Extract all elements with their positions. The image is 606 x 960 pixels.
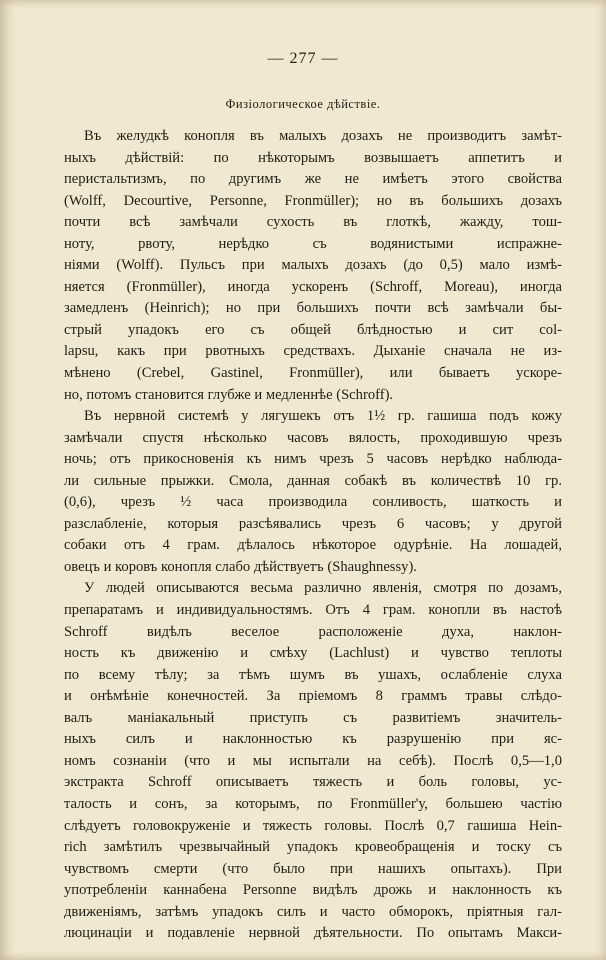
text-line: валъ манiакальный приступъ съ развитiемъ значитель- [64,709,562,726]
text-line: ныхъ силъ и наклонностью къ разрушенiю при яс- [64,731,562,748]
text-line: замѣчали спустя нѣсколько часовъ вялость, проходившую чрезъ [64,429,562,446]
text-line: (0,6), чрезъ ½ часа производила сонливость, шаткость и [64,494,562,511]
text-line: rich замѣтилъ чрезвычайный упадокъ кровеобращенiя и тоску съ [64,839,562,856]
text-line: чувствомъ смерти (что было при нашихъ опытахъ). При [64,860,562,877]
text-line: ныхъ дѣйствiй: по нѣкоторымъ возвышаетъ аппетитъ и [64,149,562,166]
text-line: но, потомъ становится глубже и медленнѣе (Schroff). [64,386,394,403]
text-line: талость и сонъ, за которымъ, по Fronmüller'у, большею частiю [64,795,562,812]
text-line: Schroff видѣлъ веселое расположенiе духа, наклон- [64,623,562,640]
text-line: употребленiи каннабена Personne видѣлъ дрожь и наклонность къ [64,882,562,899]
text-line: ность къ движенiю и смѣху (Lachlust) и чувство теплоты [64,645,562,662]
text-line: нiями (Wolff). Пульсъ при малыхъ дозахъ (до 0,5) мало измѣ- [64,257,562,274]
text-line: почти всѣ замѣчали сухость въ глоткѣ, жажду, тош- [64,214,562,231]
section-heading: Физiологическое дѣйствiе. [225,97,381,111]
text-line: мѣнено (Crebel, Gastinel, Fronmüller), или бываетъ ускоре- [64,365,562,382]
text-line: Въ нервной системѣ у лягушекъ отъ 1½ гр. гашиша подъ кожу [84,408,562,425]
body-text [64,126,562,945]
text-line: (Wolff, Decourtive, Personne, Fronmüller); но въ большихъ дозахъ [64,192,562,209]
text-line: движенiямъ, затѣмъ упадокъ силъ и часто обморокъ, прiятныя гал- [64,903,562,920]
text-line: экстракта Schroff описываетъ тяжесть и боль головы, ус- [64,774,562,791]
page-number: — 277 — [267,50,339,67]
text-line: У людей описываются весьма различно явленiя, смотря по дозамъ, [84,580,562,597]
text-line: овецъ и коровъ конопля слабо дѣйствуетъ (Shaughnessy). [64,558,417,575]
text-line: ночь; отъ прикосновенiя къ нимъ чрезъ 5 часовъ нерѣдко наблюда- [64,451,562,468]
text-line: стрый упадокъ его съ общей блѣдностью и сит col- [64,321,562,338]
text-line: слѣдуетъ головокруженiе и тяжесть головы. Послѣ 0,7 гашиша Hein- [64,817,562,834]
text-line: люцинацiи и подавленiе нервной дѣятельности. По опытамъ Макси- [64,925,562,942]
text-line: ноту, рвоту, нерѣдко съ водянистыми испражне- [64,235,562,252]
text-line: разслабленiе, которыя разсѣявались чрезъ 6 часовъ; у другой [64,515,562,532]
text-line: перистальтизмъ, по другимъ же не имѣетъ этого свойства [64,171,562,188]
text-line: ли сильные прыжки. Смола, данная собакѣ въ количествѣ 10 гр. [64,472,562,489]
text-line: замедленъ (Heinrich); но при большихъ почти всѣ замѣчали бы- [64,300,562,317]
text-line: номъ сознанiи (что и мы испытали на себѣ). Послѣ 0,5—1,0 [64,752,562,769]
text-line: lapsu, какъ при рвотныхъ средствахъ. Дыханiе сначала не из- [64,343,562,360]
text-line: Въ желудкѣ конопля въ малыхъ дозахъ не производитъ замѣт- [84,128,562,144]
text-line: препаратамъ и индивидуальностямъ. Отъ 4 грам. конопли въ настоѣ [64,602,562,619]
text-line: няется (Fronmüller), иногда ускоренъ (Schroff, Moreau), иногда [64,278,562,295]
text-line: и онѣмѣнiе конечностей. За прiемомъ 8 граммъ травы слѣдо- [64,688,562,705]
text-line: собаки отъ 4 грам. дѣлалось нѣкоторое одурѣнiе. На лошадей, [64,537,562,554]
text-line: по всему тѣлу; за тѣмъ шумъ въ ушахъ, ослабленiе слуха [64,666,562,683]
